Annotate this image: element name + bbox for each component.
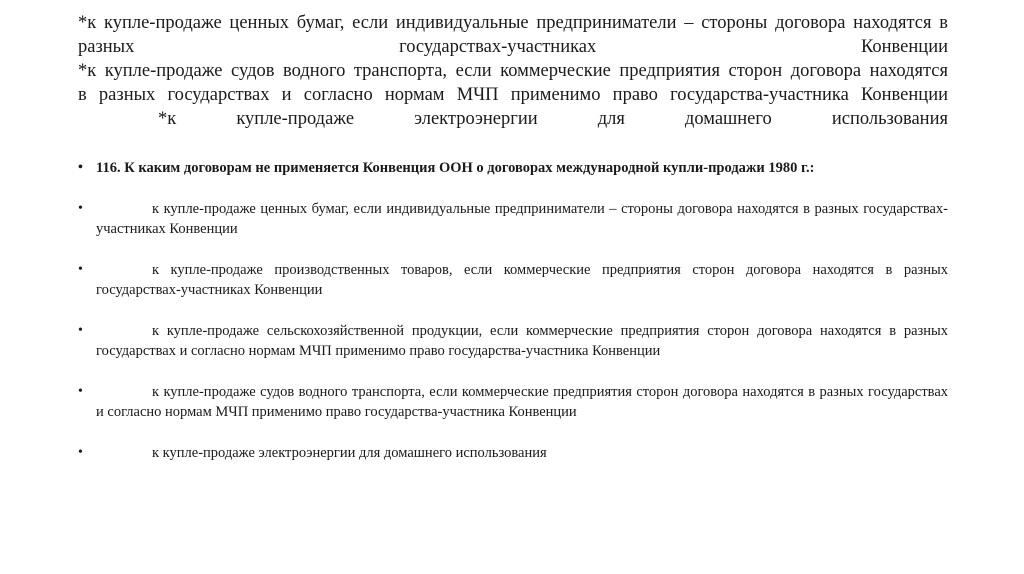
question-title: [78, 158, 948, 178]
option-text: к купле-продаже судов водного транспорта, если коммерческие предприятия сторон договора находятся в разных государствах и согласно нормам МЧП применимо право государства-участника Конвенции: [96, 384, 948, 420]
answer-option: [78, 443, 948, 463]
answer-line: разных государствах-участниках Конвенции: [78, 37, 948, 57]
answer-line: *к купле-продаже судов водного транспорта, если коммерческие предприятия сторон договора находятся: [78, 61, 948, 81]
answer-line: в разных государствах и согласно нормам МЧП применимо право государства-участника Конвенции: [78, 85, 948, 105]
question-list: [78, 158, 948, 484]
question-title-text: 116. К каким договорам не применяется Конвенция ООН о договорах международной купли-продажи 1980 г.:: [96, 160, 815, 176]
option-text: к купле-продаже электроэнергии для домашнего использования: [152, 445, 547, 461]
answer-option: [78, 199, 948, 239]
option-text: к купле-продаже сельскохозяйственной продукции, если коммерческие предприятия сторон договора находятся в разных государствах и согласно нормам МЧП применимо право государства-участника Конвенции: [96, 323, 948, 359]
option-text: к купле-продаже производственных товаров, если коммерческие предприятия сторон договора находятся в разных государствах-участниках Конвенции: [96, 262, 948, 298]
option-text: к купле-продаже ценных бумаг, если индивидуальные предприниматели – стороны договора находятся в разных государствах-участниках Конвенции: [96, 201, 948, 237]
answer-option: [78, 260, 948, 300]
bullet-icon: •: [78, 384, 83, 399]
bullet-icon: •: [78, 160, 83, 175]
bullet-icon: •: [78, 262, 83, 277]
answer-block: [78, 11, 948, 131]
bullet-icon: •: [78, 445, 83, 460]
answer-option: [78, 382, 948, 422]
answer-option: [78, 321, 948, 361]
bullet-icon: •: [78, 323, 83, 338]
bullet-icon: •: [78, 201, 83, 216]
answer-line: *к купле-продаже ценных бумаг, если индивидуальные предприниматели – стороны договора находятся в: [78, 13, 948, 33]
answer-line: *к купле-продаже электроэнергии для домашнего использования: [158, 109, 948, 129]
